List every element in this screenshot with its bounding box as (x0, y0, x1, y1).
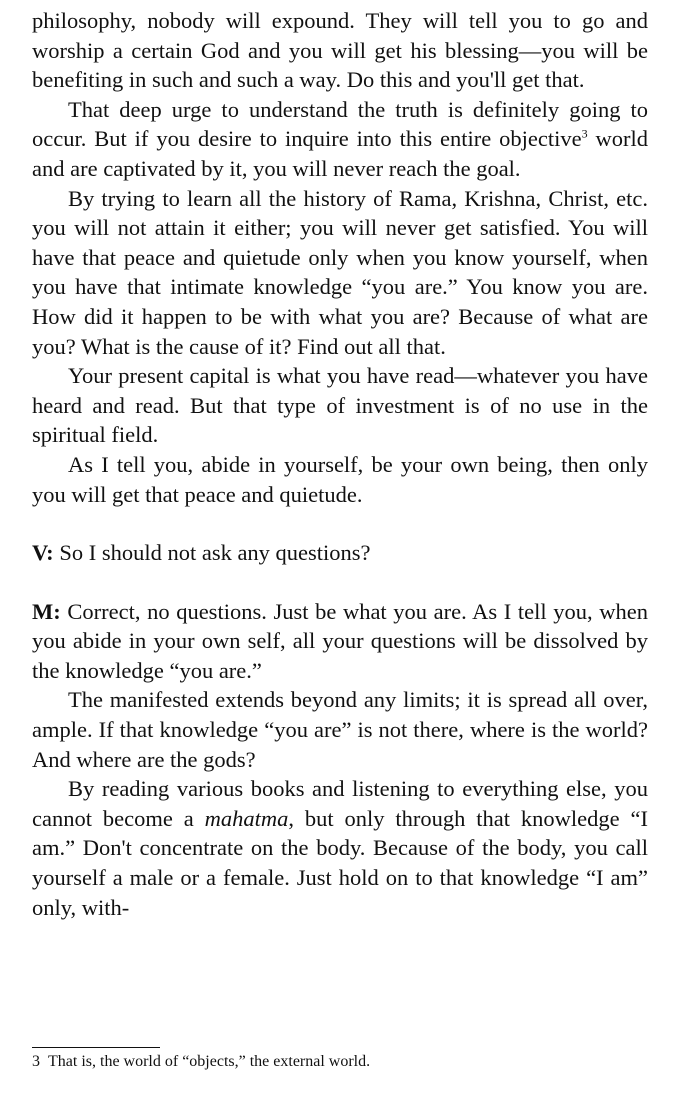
paragraph-3: By trying to learn all the history of Rama, Krishna, Christ, etc. you will not attain it either; you will never get satisfied. You will have that peace and quietude only when you know yourself, when you have that intimate knowledge “you are.” You know you are. How did it happen to be with what you are? Because of what are you? What is the cause of it? Find out all that. (32, 185, 648, 359)
paragraph-2-text-before: That deep urge to understand the truth is definitely going to occur. But if you desire to inquire into this entire objective (32, 96, 648, 152)
paragraph-4: Your present capital is what you have read—whatever you have heard and read. But that type of investment is of no use in the spiritual field. (32, 363, 648, 448)
footnote-reference[interactable]: 3 (581, 126, 588, 141)
dialogue-answer-m (32, 597, 648, 686)
emphasis-mahatma: mahatma (204, 805, 289, 831)
speaker-label-m: M: (32, 598, 61, 624)
paragraph-2-text-after: world and are captivated by it, you will never reach the goal. (32, 126, 648, 181)
paragraph-1: philosophy, nobody will expound. They will tell you to go and worship a certain God and you will get his blessing—you will be benefiting in such and such a way. Do this and you'll get that. (32, 8, 648, 93)
footnote-divider (32, 1047, 160, 1048)
footnote (32, 1051, 370, 1073)
speaker-label-v: V: (32, 540, 54, 566)
dialogue-answer-m-text: Correct, no questions. Just be what you are. As I tell you, when you abide in your own self, all your questions will be dissolved by the knowledge “you are.” (32, 598, 648, 683)
dialogue-question-v-text: So I should not ask any questions? (53, 540, 371, 566)
paragraph-5: As I tell you, abide in yourself, be your own being, then only you will get that peace and quietude. (32, 451, 648, 507)
page-body (32, 6, 648, 922)
paragraph-9-text-before: By reading various books and listening to everything else, you cannot become a (32, 776, 648, 831)
paragraph-9 (32, 774, 648, 922)
paragraph-9-text-after: , but only through that knowledge “I am.” Don't concentrate on the body. Because of the body, you call yourself a male or a female. Just hold on to that knowledge “I am” only, with- (32, 805, 648, 920)
paragraph-2 (32, 95, 648, 184)
dialogue-question-v (32, 538, 648, 568)
footnote-number: 3 (32, 1053, 40, 1070)
paragraph-8: The manifested extends beyond any limits; it is spread all over, ample. If that knowledge “you are” is not there, where is the world? And where are the gods? (32, 687, 648, 772)
footnote-text: That is, the world of “objects,” the external world. (48, 1053, 371, 1070)
